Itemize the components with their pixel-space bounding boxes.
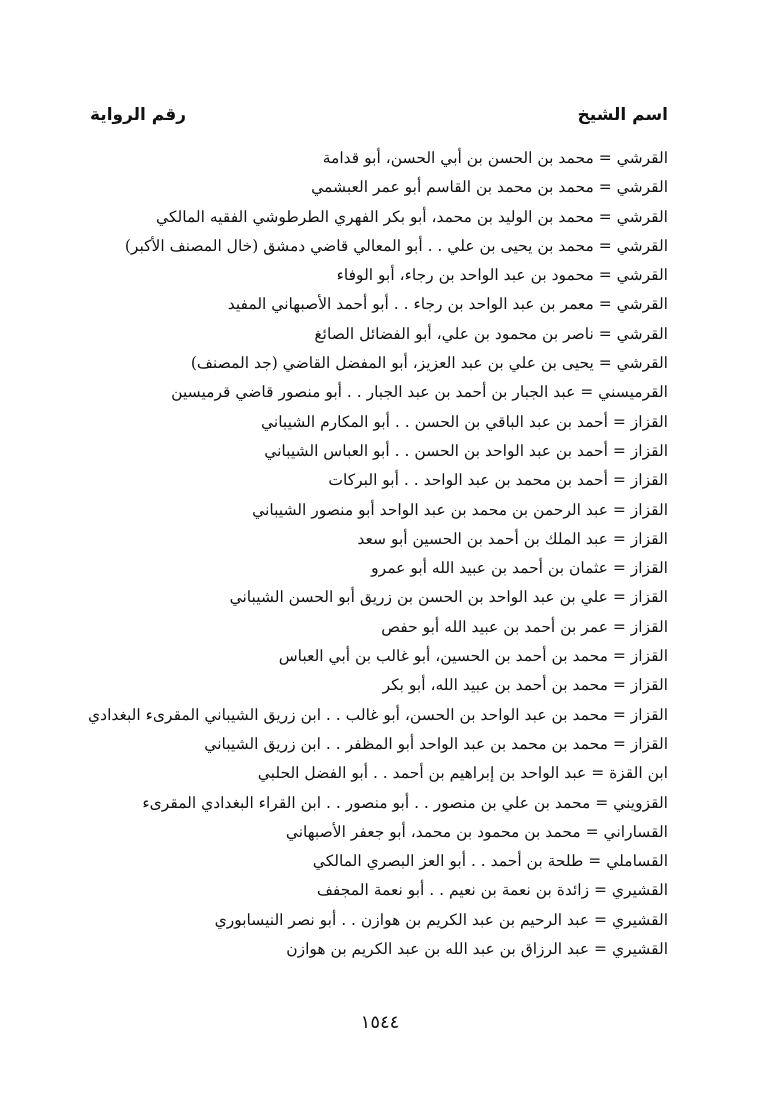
page-number: ١٥٤٤ (360, 1012, 400, 1033)
list-item: ابن القزة = عبد الواحد بن إبراهيم بن أحمد . . أبو الفضل الحلبي (257, 764, 668, 783)
list-item: القزاز = أحمد بن عبد الباقي بن الحسن . . أبو المكارم الشيباني (260, 412, 668, 431)
list-item: القزويني = محمد بن علي بن منصور . . أبو منصور . . ابن القراء البغدادي المقرىء (142, 793, 668, 812)
list-item: القزاز = عثمان بن أحمد بن عبيد الله أبو عمرو (371, 559, 668, 578)
list-item: القزاز = أحمد بن عبد الواحد بن الحسن . . أبو العباس الشيباني (264, 441, 668, 460)
list-item: القرشي = محمد بن يحيى بن علي . . أبو المعالي قاضي دمشق (خال المصنف الأكبر) (124, 236, 668, 255)
list-item: القرشي = محمد بن الوليد بن محمد، أبو بكر الفهري الطرطوشي الفقيه المالكي (156, 207, 668, 226)
list-item: القساملي = طلحة بن أحمد . . أبو العز البصري المالكي (312, 852, 668, 871)
list-item: القرشي = محمد بن محمد بن القاسم أبو عمر العبشمي (311, 178, 668, 197)
list-item: القرشي = محمود بن عبد الواحد بن رجاء، أبو الوفاء (336, 266, 668, 285)
list-item: القزاز = علي بن عبد الواحد بن الحسن بن زريق أبو الحسن الشيباني (229, 588, 668, 607)
list-item: القزاز = عبد الملك بن أحمد بن الحسين أبو سعد (357, 529, 668, 548)
list-item: القزاز = محمد بن أحمد بن عبيد الله، أبو بكر (382, 676, 668, 695)
list-item: القزاز = عبد الرحمن بن محمد بن عبد الواحد أبو منصور الشيباني (252, 500, 668, 519)
list-item: القشيري = عبد الرحيم بن عبد الكريم بن هوازن . . أبو نصر النيسابوري (214, 910, 668, 929)
column-header (90, 100, 668, 130)
list-item: القشيري = عبد الرزاق بن عبد الله بن عبد الكريم بن هوازن (286, 940, 668, 959)
list-item: القزاز = عمر بن أحمد بن عبيد الله أبو حفص (381, 617, 668, 636)
list-item: القرشي = محمد بن الحسن بن أبي الحسن، أبو قدامة (322, 149, 668, 167)
list-item: القزاز = محمد بن عبد الواحد بن الحسن، أبو غالب . . ابن زريق الشيباني المقرىء البغدادي (88, 705, 668, 724)
list-item: القساراني = محمد بن محمود بن محمد، أبو جعفر الأصبهاني (285, 822, 668, 841)
list-item: القرشي = معمر بن عبد الواحد بن رجاء . . أبو أحمد الأصبهاني المفيد (227, 295, 668, 314)
list-item: القرشي = ناصر بن محمود بن علي، أبو الفضائل الصائغ (314, 324, 668, 343)
narration-number-heading: رقم الرواية (90, 105, 187, 125)
sheikh-entries-list (68, 144, 668, 964)
list-item: القرميسني = عبد الجبار بن أحمد بن عبد الجبار . . أبو منصور قاضي قرميسين (171, 383, 668, 402)
sheikh-name-heading: اسم الشيخ (577, 105, 668, 125)
list-item: القشيري = زائدة بن نعمة بن نعيم . . أبو نعمة المجفف (316, 881, 668, 900)
list-item: القزاز = محمد بن أحمد بن الحسين، أبو غالب بن أبي العباس (278, 647, 668, 666)
list-item: القزاز = أحمد بن محمد بن عبد الواحد . . أبو البركات (328, 471, 668, 490)
list-item: القرشي = يحيى بن علي بن عبد العزيز، أبو المفضل القاضي (جد المصنف) (190, 354, 668, 373)
list-item: القزاز = محمد بن محمد بن عبد الواحد أبو المظفر . . ابن زريق الشيباني (204, 734, 668, 753)
